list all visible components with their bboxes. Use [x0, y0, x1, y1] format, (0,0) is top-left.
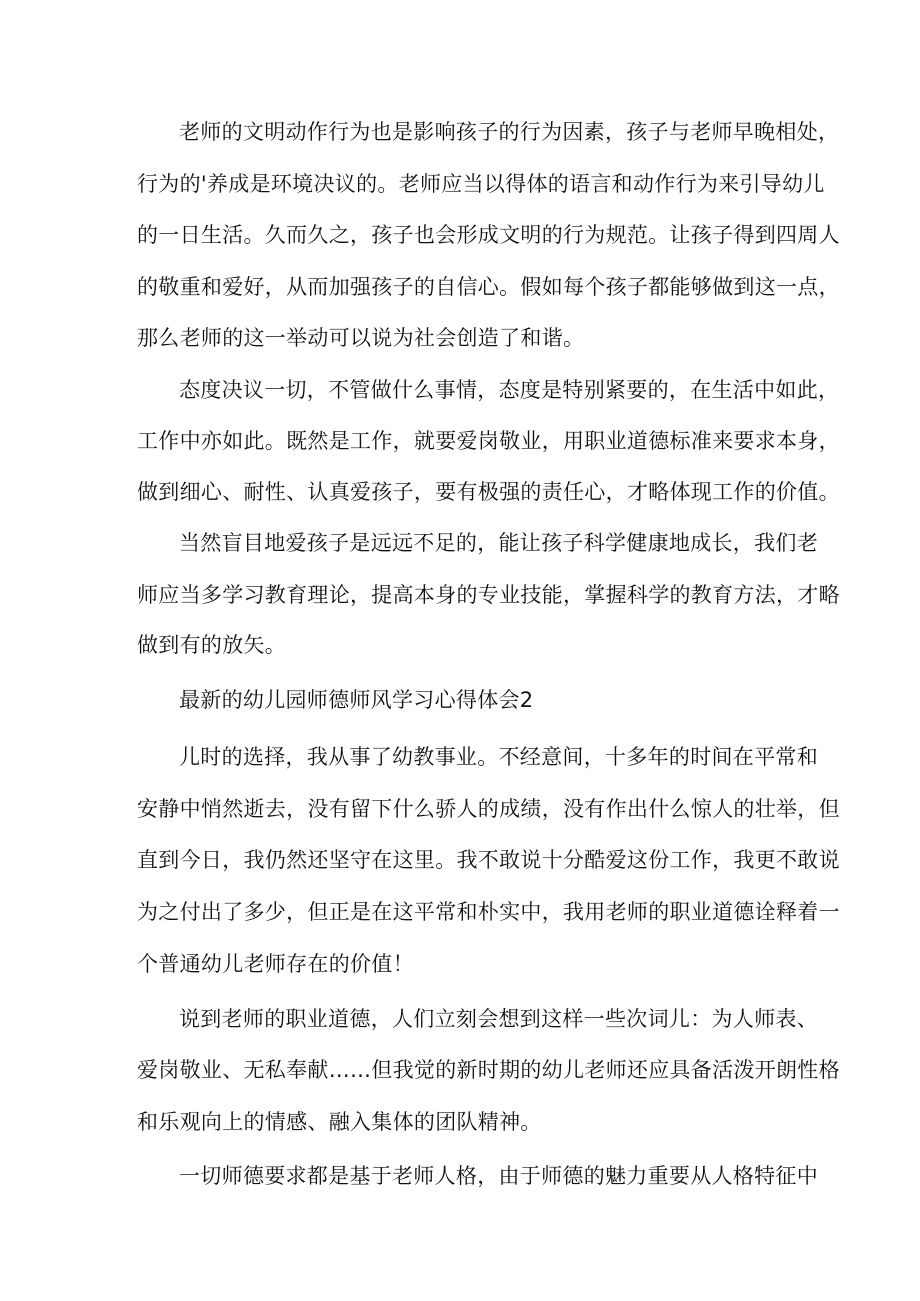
paragraph-4-line-2: 安静中悄然逝去，没有留下什么骄人的成绩，没有作出什么惊人的壮举，但 — [137, 797, 840, 821]
paragraph-5-line-2: 爱岗敬业、无私奉献……但我觉的新时期的幼儿老师还应具备活泼开朗性格 — [137, 1058, 840, 1082]
paragraph-4-line-5: 个普通幼儿老师存在的价值！ — [137, 952, 414, 976]
paragraph-3-line-3: 做到有的放矢。 — [137, 633, 287, 657]
paragraph-5-line-3: 和乐观向上的情感、融入集体的团队精神。 — [137, 1110, 542, 1134]
paragraph-1-line-5: 那么老师的这一举动可以说为社会创造了和谐。 — [137, 326, 585, 350]
paragraph-1-line-3: 的一日生活。久而久之，孩子也会形成文明的行为规范。让孩子得到四周人 — [137, 223, 840, 247]
paragraph-5-line-1: 说到老师的职业道德，人们立刻会想到这样一些次词儿：为人师表、 — [179, 1007, 818, 1031]
paragraph-1-line-2: 行为的'养成是环境决议的。老师应当以得体的语言和动作行为来引导幼儿 — [137, 172, 825, 196]
paragraph-4-line-1: 儿时的选择，我从事了幼教事业。不经意间，十多年的时间在平常和 — [179, 745, 818, 769]
paragraph-2-line-3: 做到细心、耐性、认真爱孩子，要有极强的责任心，才略体现工作的价值。 — [137, 480, 840, 504]
paragraph-2-line-1: 态度决议一切，不管做什么事情，态度是特别紧要的，在生活中如此， — [179, 378, 840, 402]
paragraph-4-line-4: 为之付出了多少，但正是在这平常和朴实中，我用老师的职业道德诠释着一 — [137, 900, 840, 924]
section-heading: 最新的幼儿园师德师风学习心得体会2 — [179, 688, 534, 712]
paragraph-4-line-3: 直到今日，我仍然还坚守在这里。我不敢说十分酷爱这份工作，我更不敢说 — [137, 848, 840, 872]
paragraph-3-line-2: 师应当多学习教育理论，提高本身的专业技能，掌握科学的教育方法，才略 — [137, 583, 840, 607]
paragraph-1-line-1: 老师的文明动作行为也是影响孩子的行为因素，孩子与老师早晚相处， — [179, 120, 840, 144]
paragraph-1-line-4: 的敬重和爱好，从而加强孩子的自信心。假如每个孩子都能够做到这一点， — [137, 275, 840, 299]
paragraph-2-line-2: 工作中亦如此。既然是工作，就要爱岗敬业，用职业道德标准来要求本身， — [137, 429, 840, 453]
paragraph-6-line-1: 一切师德要求都是基于老师人格，由于师德的魅力重要从人格特征中 — [179, 1164, 818, 1188]
paragraph-3-line-1: 当然盲目地爱孩子是远远不足的，能让孩子科学健康地成长，我们老 — [179, 531, 818, 555]
